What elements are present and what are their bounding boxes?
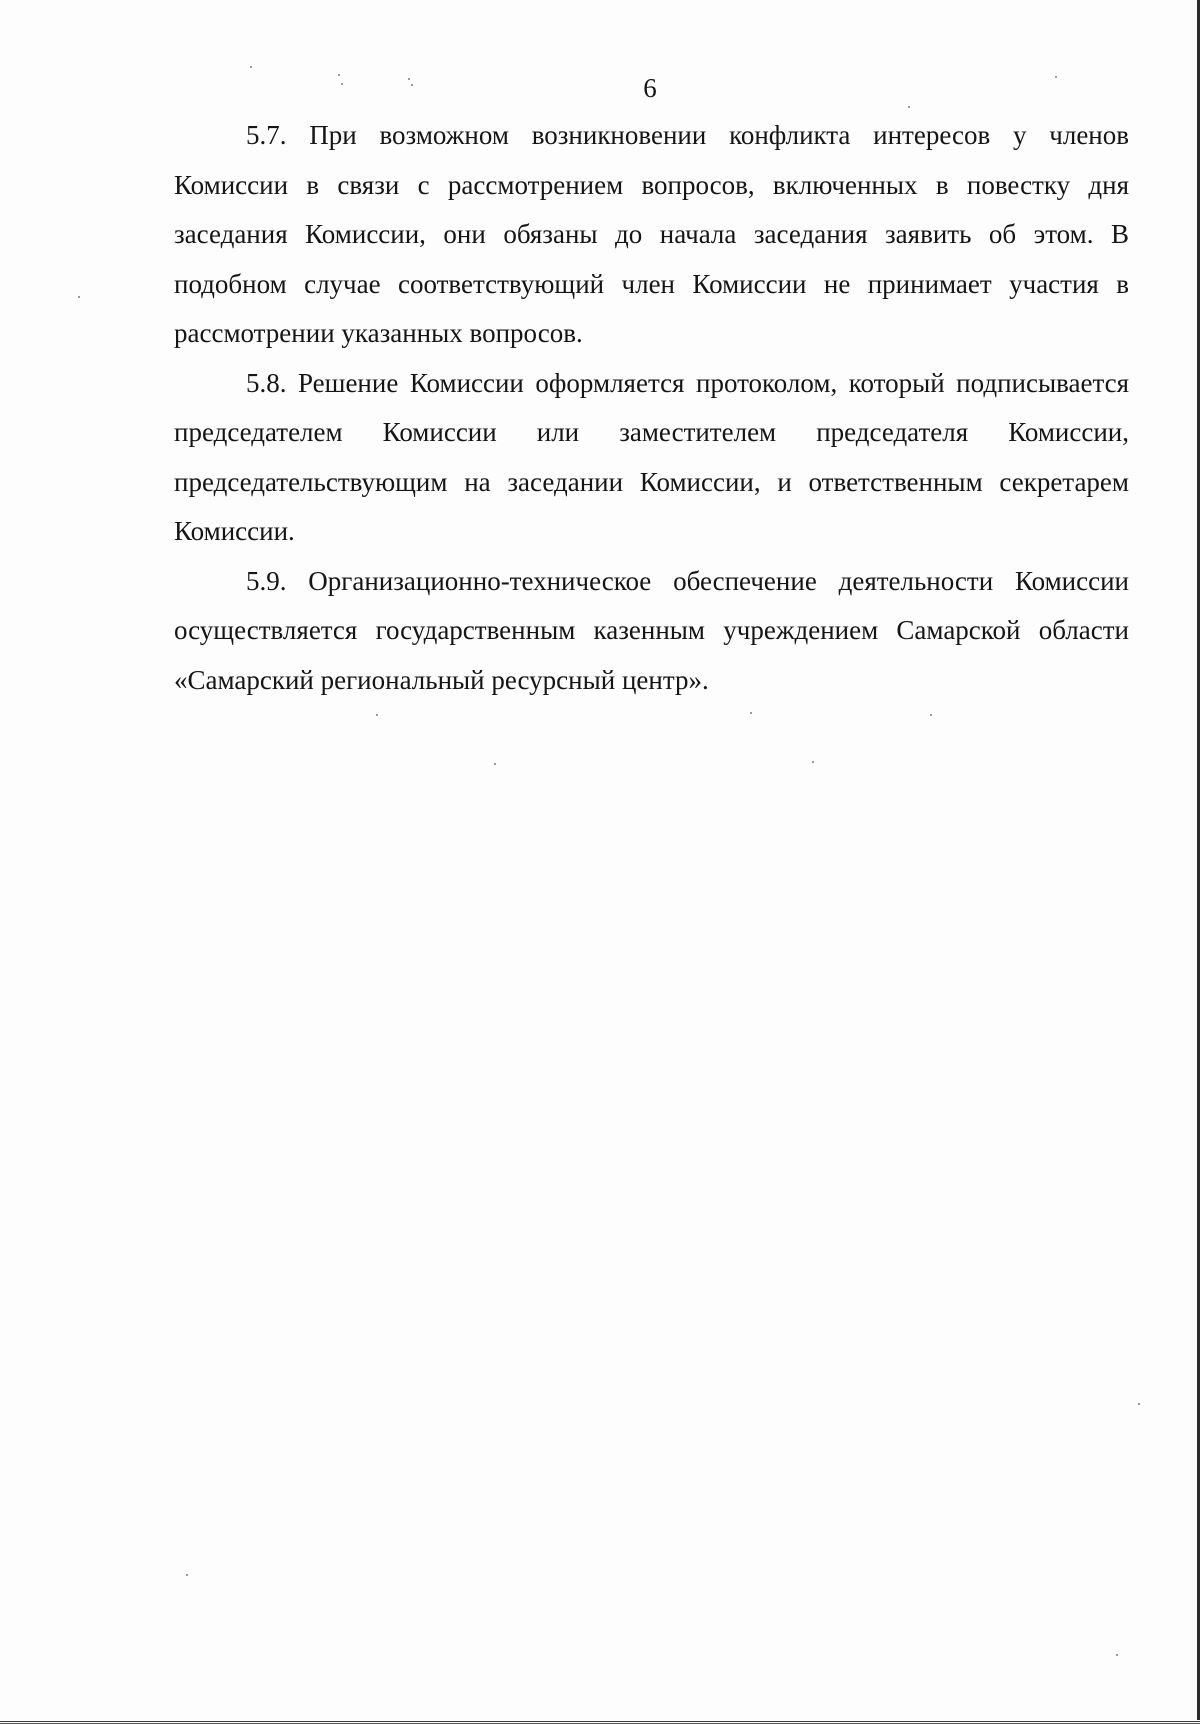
paragraph-5-7: 5.7. При возможном возникновении конфликта интересов у членов Комиссии в связи с рассмотрением вопросов, включенных в повестку дня заседания Комиссии, они обязаны до начала заседания заявить об этом. В подобном случае соответствующий член Комиссии не принимает участия в рассмотрении указанных вопросов. <box>174 120 1129 348</box>
scan-speck <box>186 1574 188 1576</box>
scan-speck <box>750 712 752 714</box>
scan-speck <box>908 106 910 108</box>
scan-speck <box>812 761 814 763</box>
scan-speck <box>1138 1403 1140 1405</box>
paragraph-5-9: 5.9. Организационно-техническое обеспечение деятельности Комиссии осуществляется государственным казенным учреждением Самарской области «Самарский региональный ресурсный центр». <box>174 565 1129 695</box>
scan-speck <box>250 66 252 68</box>
scan-speck <box>376 714 378 716</box>
document-body <box>174 111 1129 705</box>
scan-speck <box>494 763 496 765</box>
scan-speck <box>1116 1654 1118 1656</box>
scan-speck <box>930 714 932 716</box>
paragraph-5-8: 5.8. Решение Комиссии оформляется протоколом, который подписывается председателем Комиссии или заместителем председателя Комиссии, председательствующим на заседании Комиссии, и ответственным секретарем Комиссии. <box>174 367 1129 546</box>
page-number: 6 <box>643 73 657 103</box>
scan-speck <box>78 296 80 298</box>
scan-edge-bottom <box>0 1720 1200 1724</box>
